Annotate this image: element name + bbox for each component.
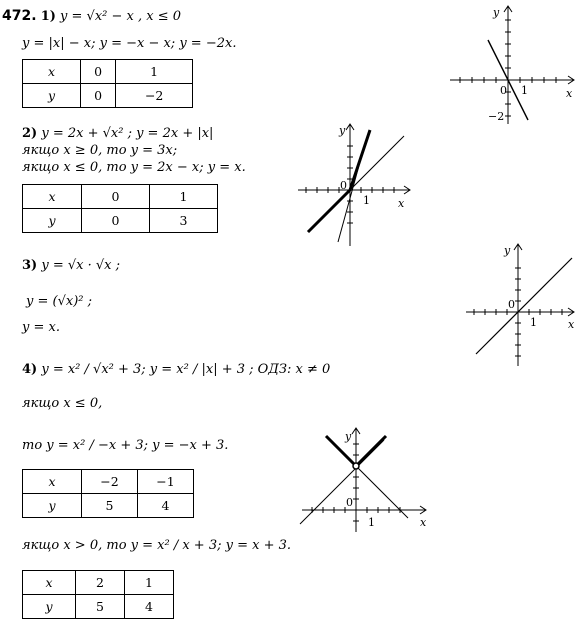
part-1-line-2	[22, 36, 236, 52]
part-2-equation: y = 2x + √x² ; y = 2x + |x|	[41, 126, 214, 141]
part-3-result: y = x.	[22, 320, 60, 335]
part-1-label: 1)	[40, 9, 56, 24]
table-row: y 5 4	[23, 595, 174, 619]
y-axis-label: y	[493, 6, 500, 19]
part-4-case-negative: якщо x ≤ 0,	[22, 396, 103, 411]
part-1-equation: y = √x² − x , x ≤ 0	[60, 9, 182, 24]
part-1-value-table	[22, 59, 193, 108]
x-axis-label: x	[398, 197, 405, 210]
part-3-graph	[464, 238, 588, 370]
part-4-line-3	[22, 438, 228, 454]
part-4-graph	[300, 424, 440, 536]
hole-point	[353, 463, 359, 469]
part-3-header	[22, 258, 120, 274]
part-4-line-2	[22, 396, 102, 412]
part-2-line-2	[22, 143, 177, 159]
problem-number: 472.	[2, 8, 37, 24]
table-row: x 0 1	[23, 60, 193, 84]
part-4-negative-result: то y = x² / −x + 3; y = −x + 3.	[22, 438, 229, 453]
part-4-label: 4)	[22, 362, 38, 377]
part-1-graph	[448, 0, 588, 130]
part-4-line-4	[22, 538, 291, 554]
part-4-value-table-1	[22, 469, 194, 518]
table-row: x 2 1	[23, 571, 174, 595]
part-3-equation: y = √x · √x ;	[41, 258, 120, 273]
x-tick-label: 1	[521, 84, 528, 97]
part-2-case-negative: якщо x ≤ 0, то y = 2x − x; y = x.	[22, 160, 246, 175]
table-row: x 0 1	[23, 185, 218, 209]
part-2-label: 2)	[22, 126, 38, 141]
table-row: y 0 3	[23, 209, 218, 233]
x-axis-label: x	[420, 516, 427, 529]
x-tick-label: 1	[530, 316, 537, 329]
origin-label: 0	[346, 496, 353, 509]
x-axis-label: x	[568, 318, 575, 331]
graph-line-y-x	[476, 258, 572, 354]
part-4-positive-result: якщо x > 0, то y = x² / x + 3; y = x + 3.	[22, 538, 292, 553]
part-2-value-table	[22, 184, 218, 233]
x-axis-label: x	[566, 87, 573, 100]
origin-label: 0	[508, 298, 515, 311]
part-1-simplification: y = |x| − x; y = −x − x; y = −2x.	[22, 36, 237, 51]
y-axis-label: y	[339, 124, 346, 137]
part-3-line-2	[26, 294, 92, 310]
y-axis-label: y	[504, 244, 511, 257]
origin-label: 0	[340, 179, 347, 192]
y-axis-label: y	[345, 430, 352, 443]
part-2-header	[22, 126, 213, 142]
part-3-step: y = (√x)² ;	[26, 294, 92, 309]
origin-label: 0	[500, 84, 507, 97]
x-tick-label: 1	[363, 194, 370, 207]
problem-1-header	[2, 8, 181, 25]
table-row: y 0 −2	[23, 84, 193, 108]
part-4-header	[22, 362, 330, 378]
graph-line-result	[308, 130, 370, 232]
y-tick-label: −2	[488, 110, 505, 123]
part-4-equation: y = x² / √x² + 3; y = x² / |x| + 3 ; ОДЗ: x ≠ 0	[41, 362, 331, 377]
part-2-graph	[296, 118, 426, 248]
table-row: x −2 −1	[23, 470, 194, 494]
table-row: y 5 4	[23, 494, 194, 518]
x-tick-label: 1	[368, 516, 375, 529]
part-3-line-3	[22, 320, 60, 336]
part-2-line-3	[22, 160, 246, 176]
part-4-value-table-2	[22, 570, 174, 619]
part-3-label: 3)	[22, 258, 38, 273]
part-2-case-positive: якщо x ≥ 0, то y = 3x;	[22, 143, 178, 158]
